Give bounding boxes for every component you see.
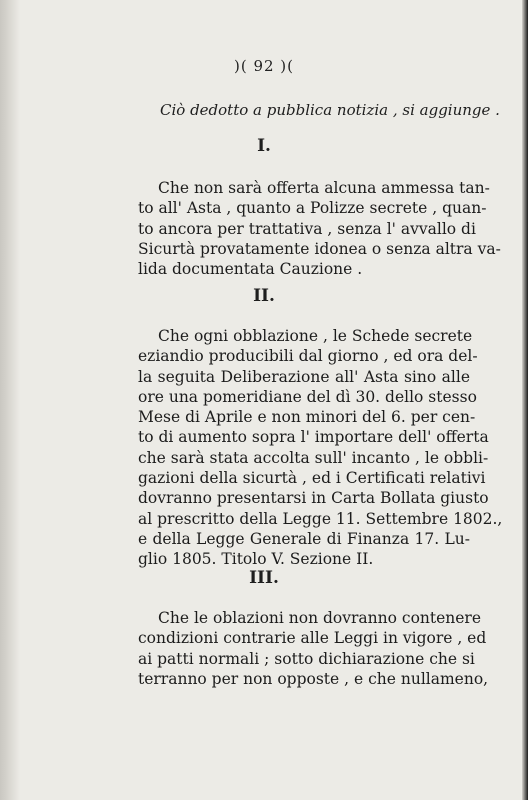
paragraph-line: che sarà stata accolta sull' incanto , le obbli- <box>138 448 489 467</box>
page-right-edge <box>522 0 528 800</box>
paragraph-line: dovranno presentarsi in Carta Bollata giusto <box>138 489 489 508</box>
page-number: )( 92 )( <box>233 57 295 75</box>
paragraph-line: Sicurtà provatamente idonea o senza altra va- <box>138 239 501 258</box>
section-heading-2: II. <box>253 286 275 306</box>
section-heading-3: III. <box>249 568 279 588</box>
paragraph-line: lida documentata Cauzione . <box>138 260 363 279</box>
paragraph-line: e della Legge Generale di Finanza 17. Lu- <box>138 529 470 548</box>
paragraph-line: Mese di Aprile e non minori del 6. per cen- <box>138 408 476 427</box>
section-paragraph-1 <box>138 178 501 279</box>
paragraph-line: to ancora per trattativa , senza l' avvallo di <box>138 219 476 238</box>
paragraph-line: terranno per non opposte , e che nullameno, <box>138 669 489 688</box>
paragraph-line: la seguita Deliberazione all' Asta sino alle <box>138 367 470 386</box>
section-paragraph-3 <box>138 608 489 689</box>
intro-line: Ciò dedotto a pubblica notizia , si aggiunge . <box>160 101 500 119</box>
paragraph-line: al prescritto della Legge 11. Settembre 1802., <box>138 509 503 528</box>
paragraph-line: to all' Asta , quanto a Polizze secrete , quan- <box>138 199 487 218</box>
paragraph-line: gazioni della sicurtà , ed i Certificati relativi <box>138 469 486 488</box>
paragraph-line: Che ogni obblazione , le Schede secrete <box>158 327 473 345</box>
paragraph-line: Che le oblazioni non dovranno contenere <box>158 609 482 627</box>
section-heading-1: I. <box>257 136 271 156</box>
paragraph-line: to di aumento sopra l' importare dell' offerta <box>138 428 489 447</box>
paragraph-line: Che non sarà offerta alcuna ammessa tan- <box>158 179 490 197</box>
paragraph-line: eziandio producibili dal giorno , ed ora del- <box>138 347 478 366</box>
paragraph-line: ore una pomeridiane del dì 30. dello stesso <box>138 387 477 406</box>
section-paragraph-2 <box>138 326 503 570</box>
paragraph-line: condizioni contrarie alle Leggi in vigore , ed <box>138 629 487 648</box>
paragraph-line: glio 1805. Titolo V. Sezione II. <box>138 550 374 569</box>
paragraph-line: ai patti normali ; sotto dichiarazione che si <box>138 649 475 668</box>
page-spine-shadow <box>0 0 20 800</box>
